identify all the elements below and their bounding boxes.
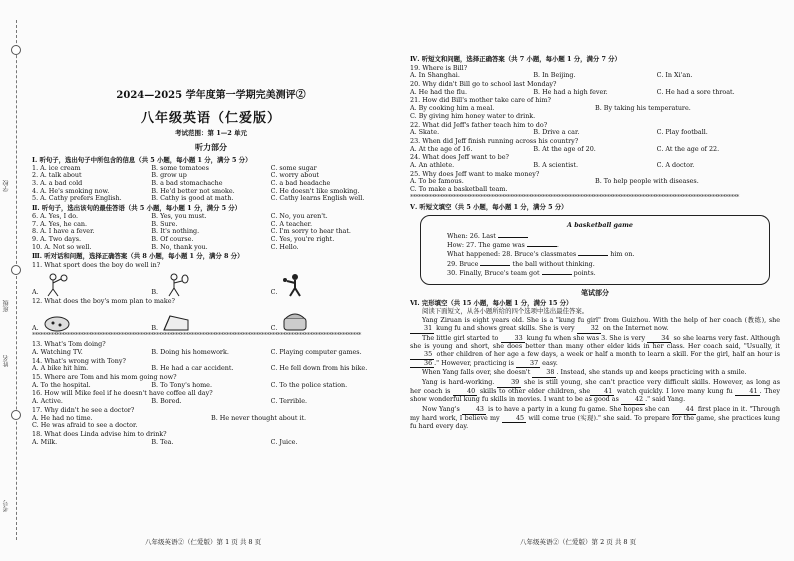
question-text: 20. Why didn't Bill go to school last Monday? xyxy=(410,80,557,89)
blank-27-row: How: 27. The game was . xyxy=(447,241,559,250)
option-row xyxy=(32,228,390,236)
answer-option[interactable]: B. Tea. xyxy=(151,437,174,446)
cloze-blank[interactable]: 45 xyxy=(502,415,526,424)
option-label: B. xyxy=(151,287,159,296)
answer-option[interactable]: B. He'd better not smoke. xyxy=(151,186,235,195)
question-12-pictures xyxy=(32,306,390,332)
binding-hole xyxy=(11,410,21,420)
answer-option[interactable]: A. In Shanghai. xyxy=(410,71,460,80)
section-4-options xyxy=(410,65,780,194)
answer-option[interactable]: B. grow up xyxy=(151,171,187,180)
gutter-label-class: 班级 xyxy=(3,300,10,312)
section-4-title: Ⅳ. 听短文和问题，选择正确答案（共 7 小题，每小题 1 分，满分 7 分） xyxy=(410,55,621,63)
option-row xyxy=(32,422,390,430)
cake-slice-icon xyxy=(162,310,190,332)
pizza-icon xyxy=(43,310,71,332)
option-row xyxy=(32,165,390,173)
answer-option[interactable]: C. To the police station. xyxy=(270,380,348,389)
question-text: 13. What's Tom doing? xyxy=(32,340,106,349)
answer-option[interactable]: C. He was afraid to see a doctor. xyxy=(32,421,138,430)
option-label: A. xyxy=(32,287,39,296)
blank-26-row: When: 26. Last xyxy=(447,233,753,241)
answer-option[interactable]: C. Play football. xyxy=(656,128,708,137)
option-row xyxy=(32,244,390,252)
option-label: C. xyxy=(270,287,278,296)
blank-28-row: What happened: 28. Bruce's classmates him on. xyxy=(447,250,635,259)
exam-title: 2024—2025 学年度第一学期完美测评② xyxy=(116,90,306,101)
option-a-picture[interactable] xyxy=(32,310,151,332)
blank-30-row: 30. Finally, Bruce's team got points. xyxy=(447,268,596,277)
option-a-picture[interactable] xyxy=(32,273,151,297)
answer-option[interactable]: B. To Tony's home. xyxy=(151,380,212,389)
answer-option[interactable]: B. Cathy is good at math. xyxy=(151,194,234,203)
section-2-title: Ⅱ. 听句子，选出该句的最佳答语（共 5 小题，每小题 1 分，满分 5 分） xyxy=(32,204,242,213)
cloze-blank[interactable]: 34 xyxy=(647,335,671,344)
cloze-blank[interactable]: 42 xyxy=(621,396,645,405)
option-row xyxy=(410,129,780,137)
answer-option[interactable]: B. In Beijing. xyxy=(533,71,576,80)
option-spacer xyxy=(211,422,390,430)
answer-option[interactable]: C. worry about xyxy=(270,171,319,180)
answer-option[interactable]: B. He had a high fever. xyxy=(533,87,608,96)
answer-option[interactable]: C. a bad headache xyxy=(270,179,331,188)
box-title: A basketball game xyxy=(567,221,633,230)
basketball-player-icon xyxy=(43,273,71,297)
blank-29-row: 29. Bruce the ball without thinking. xyxy=(447,259,595,268)
section-5-title: Ⅴ. 听短文填空（共 5 小题，每小题 1 分，满分 5 分） xyxy=(410,202,568,211)
cloze-blank[interactable]: 36 xyxy=(410,360,434,369)
gutter-label-id: 考号 xyxy=(3,500,10,512)
option-label: A. xyxy=(32,323,39,332)
question-text: 25. Why does Jeff want to make money? xyxy=(410,169,540,178)
answer-option[interactable]: 1. A. ice cream xyxy=(32,163,81,172)
option-c-picture[interactable] xyxy=(271,273,390,297)
answer-option[interactable]: B. a bad stomachache xyxy=(151,179,223,188)
blank-28[interactable] xyxy=(578,255,608,256)
section-3-options xyxy=(32,341,390,446)
answer-option[interactable]: A. He had no time. xyxy=(32,413,93,422)
binding-hole xyxy=(11,265,21,275)
answer-option[interactable]: B. He had a car accident. xyxy=(151,364,234,373)
answer-option[interactable]: B. By taking his temperature. xyxy=(595,104,691,113)
answer-option[interactable]: C. some sugar xyxy=(270,163,317,172)
cloze-blank[interactable]: 43 xyxy=(462,406,486,415)
answer-option[interactable]: B. It's nothing. xyxy=(151,227,200,236)
passage-paragraph: Yang Ziruan is eight years old. She is a "kung fu girl" from Guizhou. With the help of her coach (教练), she 31 kung fu and shows great skills. She is very 32 on the Internet now. xyxy=(410,317,780,333)
answer-option[interactable]: B. some tomatoes xyxy=(151,163,209,172)
question-text: 15. Where are Tom and his mom going now? xyxy=(32,373,177,382)
blank-26[interactable] xyxy=(498,237,528,238)
answer-option[interactable]: B. Yes, you must. xyxy=(151,211,207,220)
option-b-picture[interactable] xyxy=(151,310,270,332)
divider-stars: ************************************************************************************************************************** xyxy=(410,193,739,201)
footer-page-2: 八年级英语②（仁爱版）第 2 页 共 8 页 xyxy=(520,538,637,546)
answer-option[interactable]: A. To the hospital. xyxy=(32,380,91,389)
cloze-passage xyxy=(410,317,780,431)
answer-option[interactable]: C. At the age of 22. xyxy=(656,144,720,153)
section-6-instruction: 阅读下面短文，从各小题所给的四个选项中选出最佳答案。 xyxy=(422,307,589,316)
option-row xyxy=(32,398,390,406)
option-spacer xyxy=(595,186,780,194)
option-spacer xyxy=(595,113,780,121)
option-label: C. xyxy=(270,323,278,332)
cloze-blank[interactable]: 38 xyxy=(532,369,556,378)
answer-option[interactable]: C. To make a basketball team. xyxy=(410,185,508,193)
option-row xyxy=(32,382,390,390)
left-column xyxy=(32,155,390,446)
option-row xyxy=(410,162,780,170)
cloze-blank[interactable]: 35 xyxy=(410,351,434,360)
answer-option[interactable]: A. At the age of 16. xyxy=(410,144,473,153)
option-row xyxy=(410,89,780,97)
question-text: 18. What does Linda advise him to drink? xyxy=(32,429,167,438)
option-row xyxy=(410,186,780,194)
question-text: 22. What did Jeff's father teach him to do? xyxy=(410,120,548,129)
written-part-heading: 笔试部分 xyxy=(581,288,609,298)
option-c-picture[interactable] xyxy=(271,310,390,332)
answer-option[interactable]: B. A scientist. xyxy=(533,160,579,169)
cloze-blank[interactable]: 40 xyxy=(453,388,477,397)
answer-option[interactable]: C. Terrible. xyxy=(270,397,308,406)
section-6-title: Ⅵ. 完形填空（共 15 小题，每小题 1 分，满分 15 分） xyxy=(410,298,573,307)
question-text: 16. How will Mike feel if he doesn't have coffee all day? xyxy=(32,389,213,398)
answer-option[interactable]: B. Drive a car. xyxy=(533,128,580,137)
ping-pong-player-icon xyxy=(281,273,309,297)
option-row xyxy=(32,365,390,373)
answer-option[interactable]: C. Yes, you're right. xyxy=(270,234,335,243)
passage-paragraph: Now Yang's 43 is to have a party in a kung fu game. She hopes she can 44 first place in it. "Through my hard work, I believe my 45 will come true (实现)." she said. To prepare for the game, she practices kung fu hard every day. xyxy=(410,405,781,431)
answer-option[interactable]: 3. A. a bad cold xyxy=(32,179,83,188)
binding-gutter xyxy=(0,0,30,561)
section-2-options xyxy=(32,213,390,251)
answer-option[interactable]: C. Playing computer games. xyxy=(270,348,362,356)
answer-option[interactable]: B. He never thought about it. xyxy=(211,413,307,422)
binding-hole xyxy=(11,45,21,55)
blank-27[interactable] xyxy=(527,246,557,247)
exam-scope: 考试范围：第 1—2 单元 xyxy=(174,129,248,137)
option-row xyxy=(410,146,780,154)
cloze-blank[interactable]: 32 xyxy=(577,325,601,334)
divider-stars: ************************************************************************************************************************** xyxy=(32,332,361,340)
answer-option[interactable]: C. He had a sore throat. xyxy=(656,87,735,96)
footer-page-1: 八年级英语②（仁爱版）第 1 页 共 8 页 xyxy=(145,538,262,546)
answer-option[interactable]: A. Active. xyxy=(32,397,63,406)
cloze-blank[interactable]: 39 xyxy=(497,379,521,388)
answer-option[interactable]: B. No, thank you. xyxy=(151,242,208,251)
answer-option[interactable]: A. He had the flu. xyxy=(410,87,468,96)
question-11-pictures xyxy=(32,271,390,297)
option-row xyxy=(32,439,390,447)
answer-option[interactable]: C. Juice. xyxy=(270,437,298,446)
answer-option[interactable]: 2. A. talk about xyxy=(32,171,82,180)
listening-part-heading: 听力部分 xyxy=(195,142,227,152)
answer-option[interactable]: 9. A. Two days. xyxy=(32,234,82,243)
answer-option[interactable]: C. No, you aren't. xyxy=(270,211,328,220)
question-text: 14. What's wrong with Tony? xyxy=(32,356,126,365)
basketball-game-box xyxy=(420,215,770,285)
passage-paragraph: The little girl started to 33 kung fu when she was 3. She is very 34 so she learns very fast. Although she is young and short, she does better than many other elder kids in her class. Her coach said, "Usually, it 35 other children of her age a few days, a week or half a month to learn a skill. For the girl, half an hour is 36 ." However, practicing is 37 easy. xyxy=(410,333,780,367)
blank-29[interactable] xyxy=(480,265,510,266)
right-column xyxy=(410,54,780,431)
gutter-label-name: 姓名 xyxy=(3,355,10,367)
option-row xyxy=(32,195,390,203)
answer-option[interactable]: A. Milk. xyxy=(32,437,58,446)
answer-option[interactable]: A. Watching TV. xyxy=(32,348,83,356)
answer-option[interactable]: B. Of course. xyxy=(151,234,194,243)
answer-option[interactable]: A. A bike hit him. xyxy=(32,364,89,373)
cloze-blank[interactable]: 31 xyxy=(410,325,434,334)
answer-option[interactable]: 5. A. Cathy prefers English. xyxy=(32,194,122,203)
option-b-picture[interactable] xyxy=(151,273,270,297)
answer-option[interactable]: C. By giving him honey water to drink. xyxy=(410,111,536,120)
bread-icon xyxy=(281,310,309,332)
option-row xyxy=(32,349,390,357)
question-text: 21. How did Bill's mother take care of him? xyxy=(410,96,551,105)
answer-option[interactable]: C. Cathy learns English well. xyxy=(270,194,365,203)
answer-option[interactable]: B. Bored. xyxy=(151,397,182,406)
passage-paragraph: Yang is hard-working. 39 she is still young, she can't practice very difficult skills. However, as long as her coach is 40 skills to other elder children, she 41 watch quickly. I love many kung fu 41 . They show wonderful kung fu skills in movies. I want to be as good as 42 ." said Yang. xyxy=(410,377,780,404)
cloze-blank[interactable]: 44 xyxy=(672,406,696,415)
option-row xyxy=(410,72,780,80)
cloze-blank[interactable]: 33 xyxy=(501,335,525,344)
answer-option[interactable]: C. In Xi'an. xyxy=(656,71,693,80)
question-12: 12. What does the boy's mom plan to make? xyxy=(32,296,175,305)
answer-option[interactable]: 7. A. Yes, he can. xyxy=(32,219,88,228)
cut-line xyxy=(16,20,17,540)
answer-option[interactable]: C. Hello. xyxy=(270,242,299,251)
passage-paragraph: When Yang falls over, she doesn't 38 . Instead, she stands up and keeps practicing with a smile. xyxy=(422,368,747,377)
answer-option[interactable]: C. He fell down from his bike. xyxy=(270,364,368,373)
answer-option[interactable]: A. Skate. xyxy=(410,128,440,137)
question-text: 24. What does Jeff want to be? xyxy=(410,153,509,162)
blank-30[interactable] xyxy=(542,274,572,275)
answer-option[interactable]: C. I'm sorry to hear that. xyxy=(270,227,351,236)
tennis-player-icon xyxy=(162,273,190,297)
answer-option[interactable]: C. A teacher. xyxy=(270,219,313,228)
answer-option[interactable]: A. To be famous. xyxy=(410,177,464,186)
cloze-blank[interactable]: 41 xyxy=(735,388,759,397)
answer-option[interactable]: B. At the age of 20. xyxy=(533,144,596,153)
answer-option[interactable]: A. An athlete. xyxy=(410,160,455,169)
section-1-title: Ⅰ. 听句子，选出句子中所包含的信息（共 5 小题，每小题 1 分，满分 5 分） xyxy=(32,156,252,164)
cloze-blank[interactable]: 37 xyxy=(516,360,540,369)
question-11: 11. What sport does the boy do well in? xyxy=(32,260,161,269)
gutter-label-school: 学校 xyxy=(3,180,10,192)
option-row xyxy=(410,113,780,121)
answer-option[interactable]: A. By cooking him a meal. xyxy=(410,104,495,113)
answer-option[interactable]: 10. A. Not so well. xyxy=(32,242,92,251)
answer-option[interactable]: C. A doctor. xyxy=(656,160,695,169)
cloze-blank[interactable]: 41 xyxy=(590,388,614,397)
answer-option[interactable]: 6. A. Yes, I do. xyxy=(32,211,79,220)
answer-option[interactable]: B. Sure. xyxy=(151,219,178,228)
option-label: B. xyxy=(151,323,159,332)
question-text: 17. Why didn't he see a doctor? xyxy=(32,405,135,414)
answer-option[interactable]: C. He doesn't like smoking. xyxy=(270,186,360,195)
exam-subject: 八年级英语（仁爱版） xyxy=(140,111,281,126)
question-text: 19. Where is Bill? xyxy=(410,63,468,72)
answer-option[interactable]: 8. A. I have a fever. xyxy=(32,227,95,236)
answer-option[interactable]: B. Doing his homework. xyxy=(151,348,229,356)
answer-option[interactable]: B. To help people with diseases. xyxy=(595,177,699,186)
section-1-options xyxy=(32,165,390,203)
question-text: 23. When did Jeff finish running across his country? xyxy=(410,136,579,145)
section-3-title: Ⅲ. 听对话和问题，选择正确答案（共 8 小题，每小题 1 分，满分 8 分） xyxy=(32,252,244,261)
answer-option[interactable]: 4. A. He's smoking now. xyxy=(32,186,110,195)
